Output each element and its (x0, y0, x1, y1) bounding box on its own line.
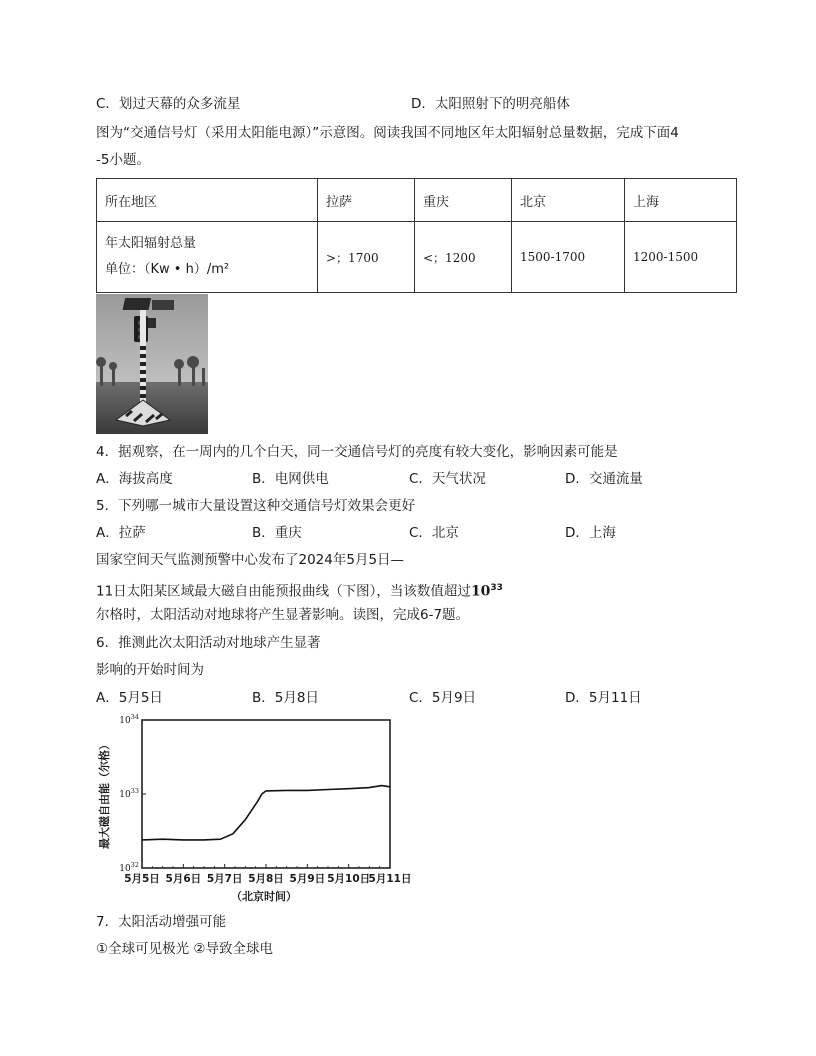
table-row-label (97, 222, 318, 293)
x-tick-label: 5月11日 (368, 873, 412, 885)
q7-stem: 7．太阳活动增强可能 (96, 914, 227, 930)
x-tick-label: 5月9日 (289, 873, 326, 885)
x-tick-label: 5月8日 (248, 873, 284, 885)
q6-stem-1: 6．推测此次太阳活动对地球产生显著 (96, 635, 321, 651)
intro2-threshold-exp: 33 (490, 583, 503, 593)
q4-stem: 4．据观察，在一周内的几个白天，同一交通信号灯的亮度有较大变化，影响因素可能是 (96, 444, 618, 460)
x-tick-label: 5月10日 (327, 873, 371, 885)
magnetic-energy-series-line (142, 786, 390, 840)
q6-option-b[interactable]: B．5月8日 (252, 690, 319, 706)
intro-line-1: 图为“交通信号灯（采用太阳能电源）”示意图。阅读我国不同地区年太阳辐射总量数据，完成下面4 (96, 125, 679, 141)
x-axis-label: （北京时间） (231, 890, 297, 903)
x-tick-label: 5月6日 (165, 873, 202, 885)
q4-option-b[interactable]: B．电网供电 (252, 471, 329, 487)
chart-svg (94, 712, 434, 912)
intro-line-2: -5小题。 (96, 152, 150, 168)
intro2-threshold-base: 10 (470, 583, 491, 600)
y-tick-label: $10^{34}$ (119, 713, 139, 726)
q6-option-d[interactable]: D．5月11日 (565, 690, 642, 706)
intro2-line-3: 尔格时，太阳活动对地球将产生显著影响。读图，完成6-7题。 (96, 607, 470, 623)
y-axis-label: 最大磁自由能（尔格） (98, 739, 111, 849)
y-tick-label: $10^{32}$ (119, 861, 139, 874)
table-row (97, 222, 737, 293)
table-cell: 1200-1500 (625, 222, 737, 293)
x-tick-label: 5月7日 (206, 873, 243, 885)
q4-option-a[interactable]: A．海拔高度 (96, 471, 173, 487)
row-label-line-1: 年太阳辐射总量 (105, 236, 197, 251)
q6-option-c[interactable]: C．5月9日 (409, 690, 477, 706)
radiation-table (96, 178, 737, 293)
table-header-cell: 重庆 (415, 179, 512, 222)
prev-option-d: D．太阳照射下的明亮船体 (411, 96, 570, 112)
table-header-cell: 北京 (512, 179, 625, 222)
photo-drawing (96, 294, 208, 434)
q5-option-a[interactable]: A．拉萨 (96, 525, 146, 541)
row-label-line-2: 单位：（Kw • h）/m² (105, 262, 230, 277)
table-cell: >；1700 (318, 222, 415, 293)
prev-option-c: C．划过天幕的众多流星 (96, 96, 241, 112)
table-header-cell: 上海 (625, 179, 737, 222)
table-header-cell: 所在地区 (97, 179, 318, 222)
x-tick-label: 5月5日 (124, 873, 160, 885)
q6-option-a[interactable]: A．5月5日 (96, 690, 163, 706)
y-tick-label: $10^{33}$ (119, 787, 139, 800)
table-header-cell: 拉萨 (318, 179, 415, 222)
table-cell: 1500-1700 (512, 222, 625, 293)
table-header-row (97, 179, 737, 222)
plot-frame (142, 720, 390, 868)
q5-option-b[interactable]: B．重庆 (252, 525, 302, 541)
intro2-line-1: 国家空间天气监测预警中心发布了2024年5月5日— (96, 552, 405, 568)
table-cell: <；1200 (415, 222, 512, 293)
q4-option-d[interactable]: D．交通流量 (565, 471, 643, 487)
q4-option-c[interactable]: C．天气状况 (409, 471, 486, 487)
intro2-line-2 (96, 578, 503, 602)
intro2-line-2-text: 11日太阳某区域最大磁自由能预报曲线（下图），当该数值超过 (96, 583, 471, 600)
q5-stem: 5．下列哪一城市大量设置这种交通信号灯效果会更好 (96, 498, 416, 514)
solar-traffic-light-photo (96, 294, 208, 434)
q6-stem-2: 影响的开始时间为 (96, 662, 204, 678)
magnetic-energy-chart (94, 712, 434, 912)
q7-options-line: ①全球可见极光 ②导致全球电 (96, 941, 273, 957)
q5-option-d[interactable]: D．上海 (565, 525, 616, 541)
q5-option-c[interactable]: C．北京 (409, 525, 459, 541)
